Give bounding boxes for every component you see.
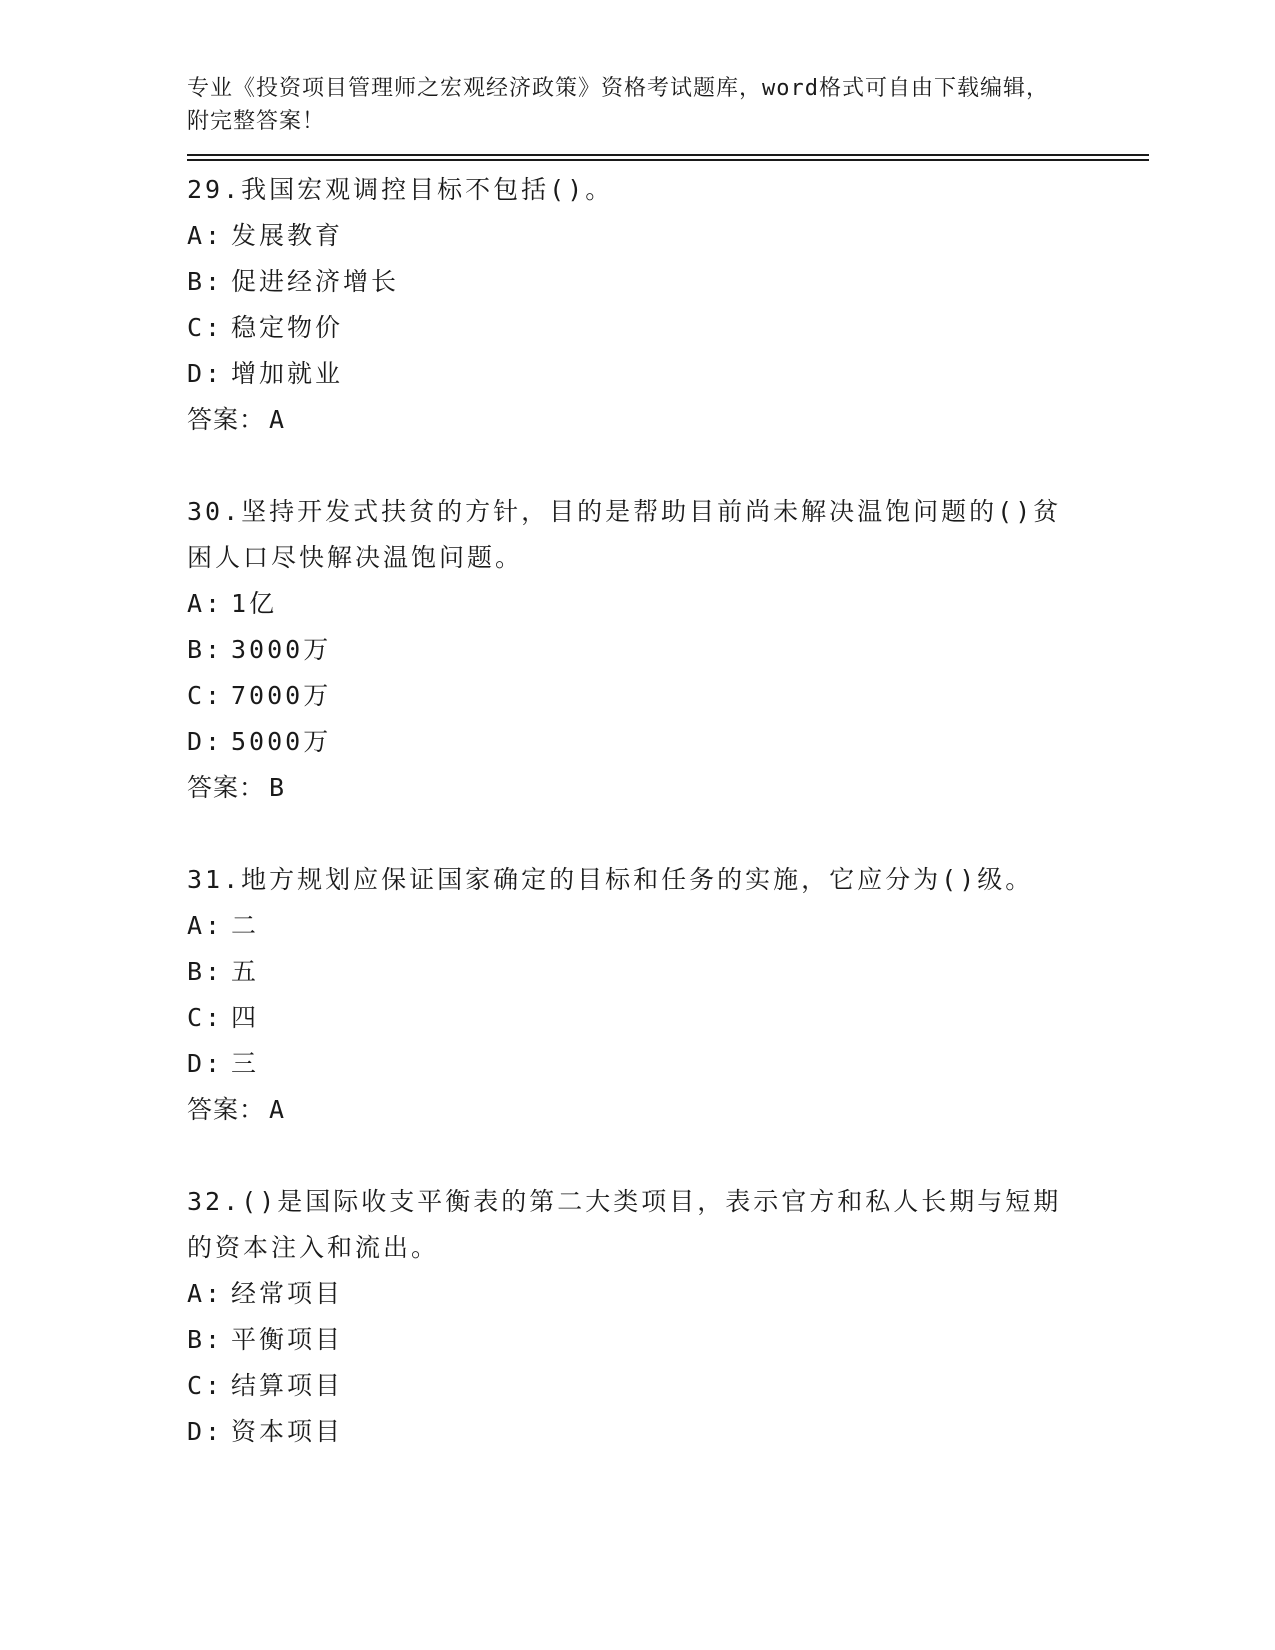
answer-line xyxy=(187,1087,1147,1133)
header-divider xyxy=(187,154,1149,161)
option-text: 发展教育 xyxy=(231,221,344,250)
answer-value: A xyxy=(269,1095,286,1124)
option-item xyxy=(187,581,1147,627)
option-key: A: xyxy=(187,221,224,250)
option-item xyxy=(187,949,1147,995)
option-item xyxy=(187,627,1147,673)
answer-value: B xyxy=(269,773,286,802)
option-item xyxy=(187,995,1147,1041)
option-item xyxy=(187,1271,1147,1317)
option-item xyxy=(187,673,1147,719)
option-text: 稳定物价 xyxy=(231,313,344,342)
answer-label: 答案： xyxy=(187,1095,266,1124)
question-spacer xyxy=(187,1133,1147,1179)
option-text: 5000万 xyxy=(231,727,332,756)
option-key: A: xyxy=(187,1279,224,1308)
option-text: 结算项目 xyxy=(231,1371,344,1400)
option-text: 三 xyxy=(231,1049,260,1078)
document-page xyxy=(187,72,1147,1455)
option-text: 四 xyxy=(231,1003,260,1032)
option-key: D: xyxy=(187,1049,224,1078)
option-text: 五 xyxy=(231,957,260,986)
document-header: 专业《投资项目管理师之宏观经济政策》资格考试题库，word格式可自由下载编辑，附完整答案！ xyxy=(187,76,1049,134)
option-item xyxy=(187,1409,1147,1455)
option-text: 1亿 xyxy=(231,589,278,618)
option-key: D: xyxy=(187,1417,224,1446)
option-text: 增加就业 xyxy=(231,359,344,388)
question-block xyxy=(187,1179,1147,1455)
option-item xyxy=(187,259,1147,305)
option-item xyxy=(187,1041,1147,1087)
question-text: 31.地方规划应保证国家确定的目标和任务的实施，它应分为()级。 xyxy=(187,865,1034,894)
option-key: D: xyxy=(187,359,224,388)
question-list xyxy=(187,167,1147,1455)
option-item xyxy=(187,213,1147,259)
option-key: B: xyxy=(187,957,224,986)
option-text: 7000万 xyxy=(231,681,332,710)
question-block xyxy=(187,167,1147,489)
question-block xyxy=(187,857,1147,1179)
option-item xyxy=(187,903,1147,949)
option-item xyxy=(187,719,1147,765)
option-text: 资本项目 xyxy=(231,1417,344,1446)
option-key: C: xyxy=(187,1003,224,1032)
question-text: 30.坚持开发式扶贫的方针，目的是帮助目前尚未解决温饱问题的()贫困人口尽快解决温饱问题。 xyxy=(187,497,1062,572)
answer-label: 答案： xyxy=(187,773,266,802)
question-spacer xyxy=(187,443,1147,489)
answer-line xyxy=(187,765,1147,811)
answer-line xyxy=(187,397,1147,443)
option-text: 促进经济增长 xyxy=(231,267,400,296)
question-text: 29.我国宏观调控目标不包括()。 xyxy=(187,175,614,204)
answer-value: A xyxy=(269,405,286,434)
option-item xyxy=(187,305,1147,351)
option-key: B: xyxy=(187,635,224,664)
answer-label: 答案： xyxy=(187,405,266,434)
option-key: B: xyxy=(187,267,224,296)
option-text: 经常项目 xyxy=(231,1279,344,1308)
question-spacer xyxy=(187,811,1147,857)
option-key: C: xyxy=(187,681,224,710)
option-key: C: xyxy=(187,313,224,342)
question-block xyxy=(187,489,1147,857)
question-text: 32.()是国际收支平衡表的第二大类项目，表示官方和私人长期与短期的资本注入和流出。 xyxy=(187,1187,1062,1262)
option-key: C: xyxy=(187,1371,224,1400)
option-item xyxy=(187,351,1147,397)
option-item xyxy=(187,1363,1147,1409)
option-key: A: xyxy=(187,911,224,940)
option-item xyxy=(187,1317,1147,1363)
option-text: 3000万 xyxy=(231,635,332,664)
option-key: A: xyxy=(187,589,224,618)
option-text: 平衡项目 xyxy=(231,1325,344,1354)
option-key: B: xyxy=(187,1325,224,1354)
option-key: D: xyxy=(187,727,224,756)
option-text: 二 xyxy=(231,911,260,940)
